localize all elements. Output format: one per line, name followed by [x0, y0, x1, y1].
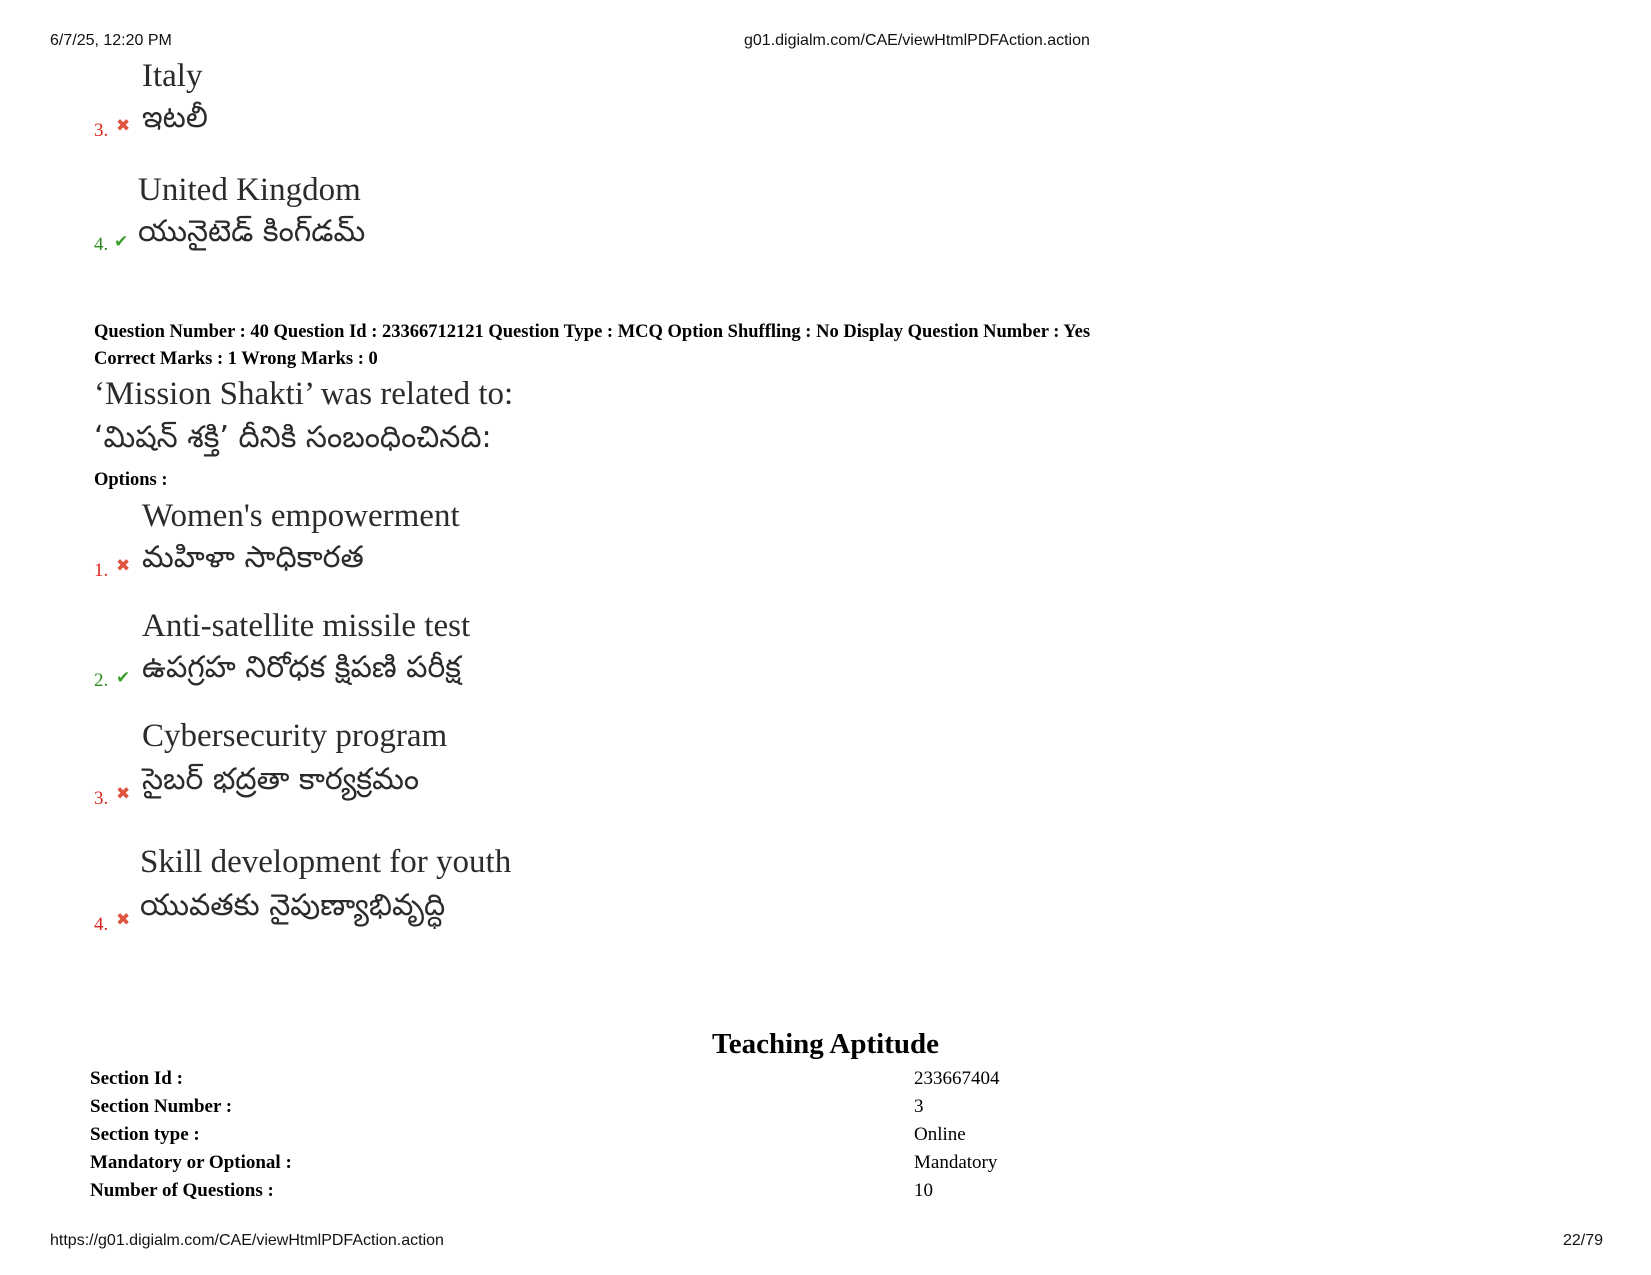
cross-icon: ✖	[116, 784, 131, 804]
option-telugu-text: సైబర్ భద్రతా కార్యక్రమం	[142, 762, 420, 797]
option-number: 2.	[94, 670, 109, 691]
section-row-value: Mandatory	[914, 1152, 998, 1173]
question-meta: Question Number : 40 Question Id : 23366712121 Question Type : MCQ Option Shuffling : No Display Question Number : Yes	[94, 322, 1091, 342]
option-english-text: United Kingdom	[138, 172, 361, 208]
cross-icon: ✖	[116, 910, 131, 930]
option-number: 1.	[94, 560, 109, 581]
option-english-text: Skill development for youth	[140, 844, 512, 880]
section-row-value: 10	[914, 1180, 933, 1201]
option-telugu-text: మహిళా సాధికారత	[142, 540, 364, 575]
option-english-text: Italy	[142, 58, 203, 94]
check-icon: ✔	[116, 668, 131, 688]
option-number: 3.	[94, 788, 109, 809]
section-row-label: Section type :	[90, 1124, 200, 1145]
option-english-text: Anti-satellite missile test	[142, 608, 471, 644]
check-icon: ✔	[114, 232, 129, 252]
section-row-label: Number of Questions :	[90, 1180, 274, 1201]
section-row-value: 233667404	[914, 1068, 1000, 1089]
question-text-telugu: ‘మిషన్ శక్తి’ దీనికి సంబంధించినది:	[94, 420, 492, 455]
option-telugu-text: ఉపగ్రహ నిరోధక క్షిపణి పరీక్ష	[142, 650, 461, 685]
option-number: 4.	[94, 234, 109, 255]
print-datetime: 6/7/25, 12:20 PM	[50, 32, 172, 49]
option-english-text: Women's empowerment	[142, 498, 460, 534]
section-row-value: 3	[914, 1096, 924, 1117]
option-number: 3.	[94, 120, 109, 141]
section-row-value: Online	[914, 1124, 966, 1145]
option-telugu-text: ఇటలీ	[142, 100, 208, 135]
option-number: 4.	[94, 914, 109, 935]
option-english-text: Cybersecurity program	[142, 718, 448, 754]
section-title: Teaching Aptitude	[712, 1028, 939, 1060]
option-telugu-text: యువతకు నైపుణ్యాభివృద్ధి	[140, 888, 446, 923]
question-text-english: ‘Mission Shakti’ was related to:	[94, 376, 514, 412]
section-row-label: Mandatory or Optional :	[90, 1152, 292, 1173]
options-label: Options :	[94, 470, 168, 490]
print-page-counter: 22/79	[1563, 1232, 1604, 1249]
print-footer-url: https://g01.digialm.com/CAE/viewHtmlPDFAction.action	[50, 1232, 444, 1249]
section-row-label: Section Number :	[90, 1096, 233, 1117]
question-marks: Correct Marks : 1 Wrong Marks : 0	[94, 349, 378, 369]
print-page-title: g01.digialm.com/CAE/viewHtmlPDFAction.action	[744, 32, 1090, 49]
section-row-label: Section Id :	[90, 1068, 183, 1089]
option-telugu-text: యునైటెడ్ కింగ్‌డమ్	[138, 214, 366, 249]
cross-icon: ✖	[116, 556, 131, 576]
cross-icon: ✖	[116, 116, 131, 136]
